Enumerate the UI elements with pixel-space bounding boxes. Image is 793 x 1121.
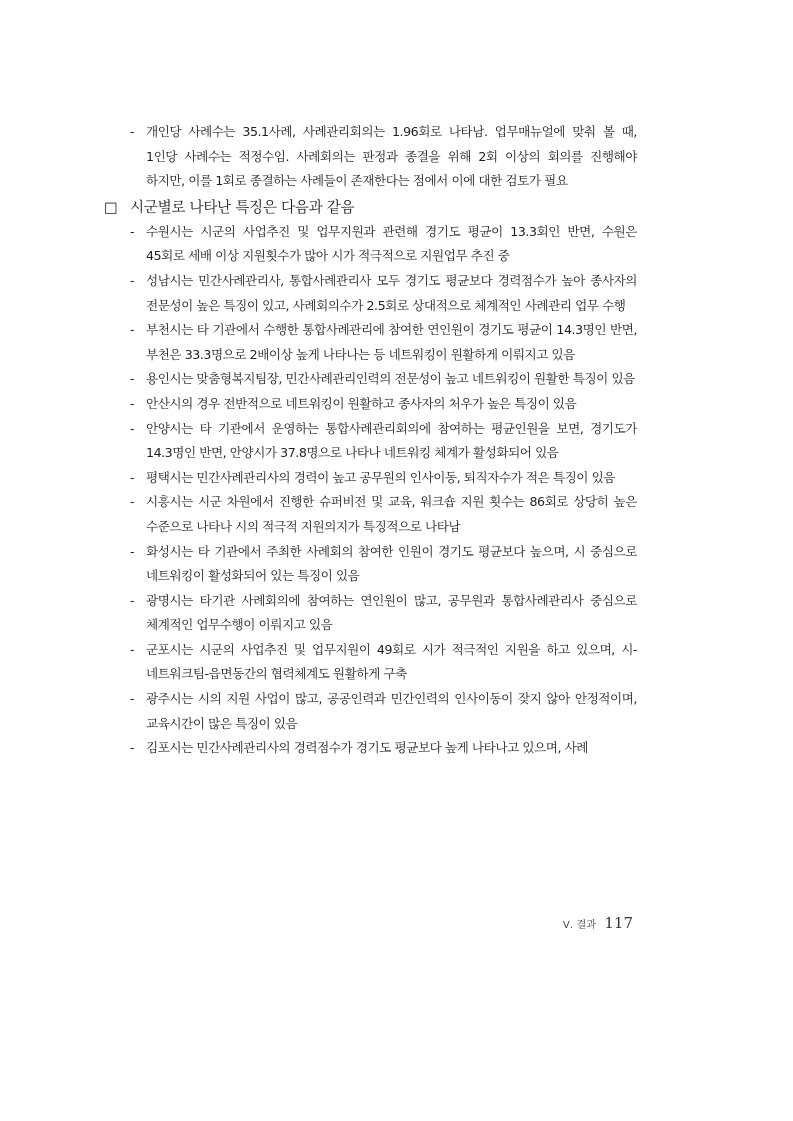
bullet-text: 평택시는 민간사례관리사의 경력이 높고 공무원의 인사이동, 퇴직자수가 적은 특징이 있음 [146,469,616,485]
bullet-text: 개인당 사례수는 35.1사례, 사례관리회의는 1.96회로 나타남. 업무매뉴얼에 맞춰 볼 때, 1인당 사례수는 적정수임. 사례회의는 판정과 종결을 위해 2회 이상의 회의를 진행해야 하지만, 이를 1회로 종결하는 사례들이 존재한다는 점에서 이에 대한 검토가 필요 [146,124,637,189]
list-item-bucheon [104,318,637,367]
checkbox-square-icon: □ [104,198,118,216]
dash-marker: - [130,469,135,485]
bullet-text: 화성시는 타 기관에서 주최한 사례회의 참여한 인원이 경기도 평균보다 높으며, 시 중심으로 네트워킹이 활성화되어 있는 특징이 있음 [146,543,637,584]
list-item-anyang [104,417,637,466]
dash-marker: - [130,740,135,756]
section-heading-text: 시군별로 나타난 특징은 다음과 같음 [130,198,355,216]
dash-marker: - [130,223,135,239]
dash-marker: - [130,691,135,707]
section-heading [104,195,637,220]
list-item-siheung [104,490,637,539]
list-item-gimpo [104,736,637,761]
chapter-label: Ⅴ. 결과 [562,920,597,931]
bullet-text: 시흥시는 시군 차원에서 진행한 슈퍼비전 및 교육, 워크숍 지원 횟수는 86회로 상당히 높은 수준으로 나타나 시의 적극적 지원의지가 특징적으로 나타남 [146,494,637,534]
dash-marker: - [130,371,135,387]
list-item-gunpo [104,638,637,687]
bullet-text: 군포시는 시군의 사업추진 및 업무지원이 49회로 시가 적극적인 지원을 하고 있으며, 시-네트워크팀-읍면동간의 협력체계도 원활하게 구축 [146,641,637,682]
body-text [104,120,637,761]
bullet-text: 성남시는 민간사례관리사, 통합사례관리사 모두 경기도 평균보다 경력점수가 높아 종사자의 전문성이 높은 특징이 있고, 사례회의수가 2.5회로 상대적으로 체계적인 사례관리 업무 수행 [146,272,637,313]
list-item-yongin [104,367,637,392]
list-item-pyeongtaek [104,466,637,491]
bullet-text: 안산시의 경우 전반적으로 네트워킹이 원활하고 종사자의 처우가 높은 특징이 있음 [146,395,577,411]
dash-marker: - [130,322,135,338]
page-footer [563,914,633,932]
dash-marker: - [130,124,135,139]
dash-marker: - [130,592,135,608]
bullet-text: 부천시는 타 기관에서 수행한 통합사례관리에 참여한 연인원이 경기도 평균이 14.3명인 반면, 부천은 33.3명으로 2배이상 높게 나타나는 등 네트워킹이 원활하게 이뤄지고 있음 [146,322,637,362]
bullet-text: 김포시는 민간사례관리사의 경력점수가 경기도 평균보다 높게 나타나고 있으며, 사례 [146,740,589,756]
list-item-ansan [104,392,637,417]
bullet-text: 용인시는 맞춤형복지팀장, 민간사례관리인력의 전문성이 높고 네트워킹이 원활한 특징이 있음 [146,371,635,387]
dash-marker: - [130,272,135,288]
dash-marker: - [130,494,135,510]
bullet-text: 수원시는 시군의 사업추진 및 업무지원과 관련해 경기도 평균이 13.3회인 반면, 수원은 45회로 세배 이상 지원횟수가 많아 시가 적극적으로 지원업무 추진 중 [146,223,637,264]
intro-bullet-item [104,120,637,194]
list-item-seongnam [104,269,637,318]
bullet-text: 광명시는 타기관 사례회의에 참여하는 연인원이 많고, 공무원과 통합사례관리사 중심으로 체계적인 업무수행이 이뤄지고 있음 [146,592,637,633]
list-item-suwon [104,220,637,269]
dash-marker: - [130,641,135,657]
page-number: 117 [604,914,633,932]
bullet-text: 안양시는 타 기관에서 운영하는 통합사례관리회의에 참여하는 평균인원을 보면, 경기도가 14.3명인 반면, 안양시가 37.8명으로 나타나 네트워킹 체계가 활성화되어 있음 [146,420,637,461]
dash-marker: - [130,543,135,559]
dash-marker: - [130,420,135,436]
list-item-hwaseong [104,540,637,589]
list-item-gwangju [104,687,637,736]
list-item-gwangmyeong [104,589,637,638]
bullet-text: 광주시는 시의 지원 사업이 많고, 공공인력과 민간인력의 인사이동이 잦지 않아 안정적이며, 교육시간이 많은 특징이 있음 [146,691,637,731]
dash-marker: - [130,395,135,411]
